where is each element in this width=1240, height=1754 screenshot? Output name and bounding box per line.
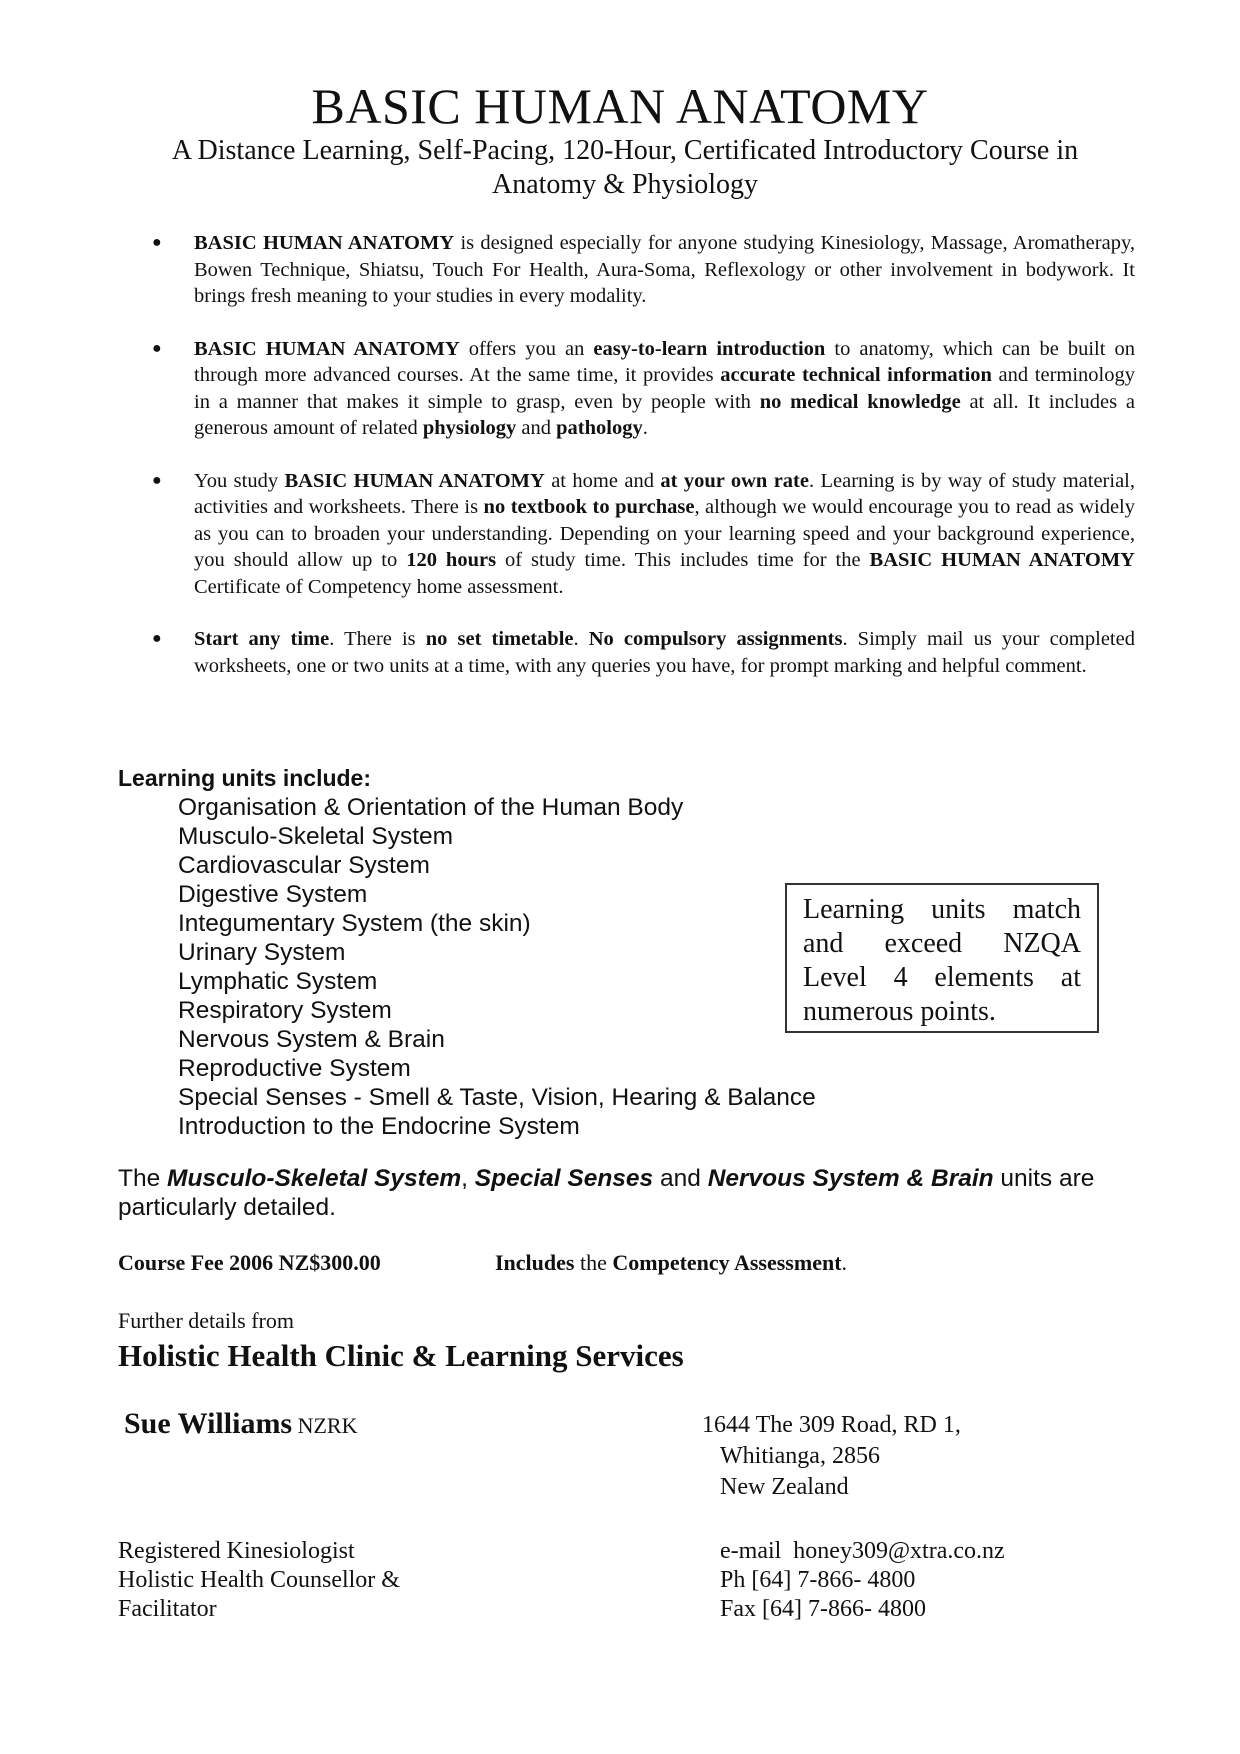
- contact-details: [720, 1537, 1005, 1624]
- emphasis-text: no set timetable: [425, 628, 574, 650]
- note-unit-name: Nervous System & Brain: [707, 1165, 994, 1192]
- course-fee-label: Course Fee 2006 NZ$300.00: [118, 1250, 381, 1275]
- address-line: New Zealand: [720, 1474, 849, 1500]
- feature-bullet: [140, 230, 1135, 310]
- learning-units-heading: Learning units include:: [118, 765, 372, 791]
- feature-bullet: [140, 468, 1135, 601]
- learning-unit-item: Cardiovascular System: [178, 852, 430, 879]
- address-line: 1644 The 309 Road, RD 1,: [702, 1412, 961, 1438]
- learning-unit-item: Reproductive System: [178, 1055, 411, 1082]
- bullet-text: [194, 232, 1135, 307]
- bullet-text: [194, 470, 1135, 598]
- person-name: Sue Williams: [124, 1407, 293, 1440]
- body-text: . Simply mail us your completed worksheets, one or two units at a time, with any queries you have, for prompt marking and helpful comment.: [194, 628, 1135, 677]
- person-roles: [118, 1537, 400, 1624]
- body-text: and: [516, 417, 557, 439]
- body-text: .: [573, 628, 589, 650]
- note-text: The: [118, 1165, 168, 1192]
- clinic-name: Holistic Health Clinic & Learning Services: [118, 1338, 684, 1373]
- detailed-units-note: [118, 1164, 1148, 1222]
- body-text: is designed especially for anyone studying Kinesiology, Massage, Aromatherapy, Bowen Technique, Shiatsu, Touch For Health, Aura-Soma, Reflexology or other involvement in bodywork. It brings fresh meaning to your studies in every modality.: [194, 232, 1135, 307]
- emphasis-text: physiology: [422, 417, 517, 439]
- further-details-label: Further details from: [118, 1308, 294, 1333]
- emphasis-text: BASIC HUMAN ANATOMY: [194, 232, 455, 254]
- bullet-dot-icon: ●: [152, 630, 162, 647]
- body-text: You study: [194, 469, 285, 492]
- body-text: .: [642, 417, 648, 439]
- bullet-dot-icon: ●: [152, 234, 162, 251]
- fax-line: Fax [64] 7-866- 4800: [720, 1596, 926, 1622]
- subtitle-line-2: Anatomy & Physiology: [491, 169, 758, 200]
- email-line: e-mail honey309@xtra.co.nz: [720, 1538, 1005, 1564]
- learning-unit-item: Introduction to the Endocrine System: [178, 1113, 580, 1140]
- document-title: BASIC HUMAN ANATOMY: [311, 78, 929, 134]
- subtitle-line-1: A Distance Learning, Self-Pacing, 120-Hour, Certificated Introductory Course in: [171, 135, 1079, 166]
- learning-unit-item: Respiratory System: [178, 997, 392, 1024]
- body-text: at home and: [544, 469, 661, 492]
- emphasis-text: 120 hours: [406, 549, 497, 571]
- learning-unit-item: Integumentary System (the skin): [178, 910, 531, 937]
- address-line: Whitianga, 2856: [720, 1443, 880, 1469]
- emphasis-text: no medical knowledge: [759, 390, 961, 413]
- fee-includes-note: [495, 1250, 847, 1276]
- postal-address: [702, 1410, 961, 1503]
- learning-unit-item: Special Senses - Smell & Taste, Vision, Hearing & Balance: [178, 1084, 816, 1111]
- learning-unit-item: Organisation & Orientation of the Human Body: [178, 794, 684, 821]
- learning-unit-item: Digestive System: [178, 881, 368, 908]
- feature-bullet-list: [140, 230, 1135, 705]
- emphasis-text: accurate technical information: [720, 364, 992, 386]
- emphasis-text: No compulsory assignments: [588, 628, 843, 650]
- feature-bullet: [140, 336, 1135, 442]
- body-text: of study time. This includes time for the: [496, 549, 870, 571]
- bullet-text: [194, 628, 1135, 677]
- emphasis-text: easy-to-learn introduction: [593, 337, 826, 360]
- note-unit-name: Special Senses: [474, 1165, 654, 1192]
- learning-unit-item: Musculo-Skeletal System: [178, 823, 454, 850]
- body-text: , although we would encourage you to read as widely as you can to broaden your understanding. Depending on your learning speed and your background experience, you should allow up to: [194, 496, 1135, 571]
- note-unit-name: Musculo-Skeletal System: [167, 1165, 462, 1192]
- role-line: Holistic Health Counsellor &: [118, 1567, 400, 1593]
- learning-unit-item: Lymphatic System: [178, 968, 378, 995]
- feature-bullet: [140, 626, 1135, 679]
- document-subtitle: [130, 134, 1120, 202]
- body-text: . There is: [329, 628, 426, 650]
- role-line: Facilitator: [118, 1596, 217, 1622]
- note-text: and: [653, 1165, 708, 1192]
- fee-text: .: [841, 1250, 848, 1275]
- emphasis-text: BASIC HUMAN ANATOMY: [869, 549, 1135, 571]
- bullet-dot-icon: ●: [152, 339, 162, 357]
- bullet-dot-icon: ●: [152, 471, 162, 489]
- competency-assessment-label: Competency Assessment: [612, 1250, 842, 1275]
- fee-text: the: [574, 1250, 613, 1275]
- body-text: to anatomy, which can be built on through more advanced courses. At the same time, it provides: [194, 337, 1136, 386]
- emphasis-text: BASIC HUMAN ANATOMY: [284, 469, 545, 492]
- emphasis-text: no textbook to purchase: [483, 496, 695, 518]
- learning-units-list: [178, 793, 816, 1141]
- emphasis-text: pathology: [556, 417, 643, 439]
- body-text: . Learning is by way of study material, activities and worksheets. There is: [194, 469, 1135, 518]
- learning-unit-item: Urinary System: [178, 939, 346, 966]
- body-text: and terminology in a manner that makes it simple to grasp, even by people with: [194, 364, 1135, 413]
- learning-unit-item: Nervous System & Brain: [178, 1026, 445, 1053]
- emphasis-text: at your own rate: [660, 469, 809, 492]
- note-text: ,: [461, 1165, 475, 1192]
- includes-word: Includes: [495, 1250, 575, 1275]
- emphasis-text: Start any time: [194, 628, 330, 650]
- bullet-text: [194, 338, 1135, 440]
- phone-line: Ph [64] 7-866- 4800: [720, 1567, 916, 1593]
- contact-person: [124, 1407, 358, 1441]
- person-credential: NZRK: [292, 1413, 358, 1438]
- role-line: Registered Kinesiologist: [118, 1538, 355, 1564]
- note-text: units are particularly detailed.: [118, 1165, 1095, 1221]
- body-text: offers you an: [459, 337, 594, 360]
- body-text: Certificate of Competency home assessment.: [194, 575, 564, 598]
- nzqa-callout-box: Learning units match and exceed NZQA Level 4 elements at numerous points.: [785, 883, 1099, 1033]
- body-text: at all. It includes a generous amount of related: [194, 390, 1135, 439]
- emphasis-text: BASIC HUMAN ANATOMY: [194, 337, 460, 360]
